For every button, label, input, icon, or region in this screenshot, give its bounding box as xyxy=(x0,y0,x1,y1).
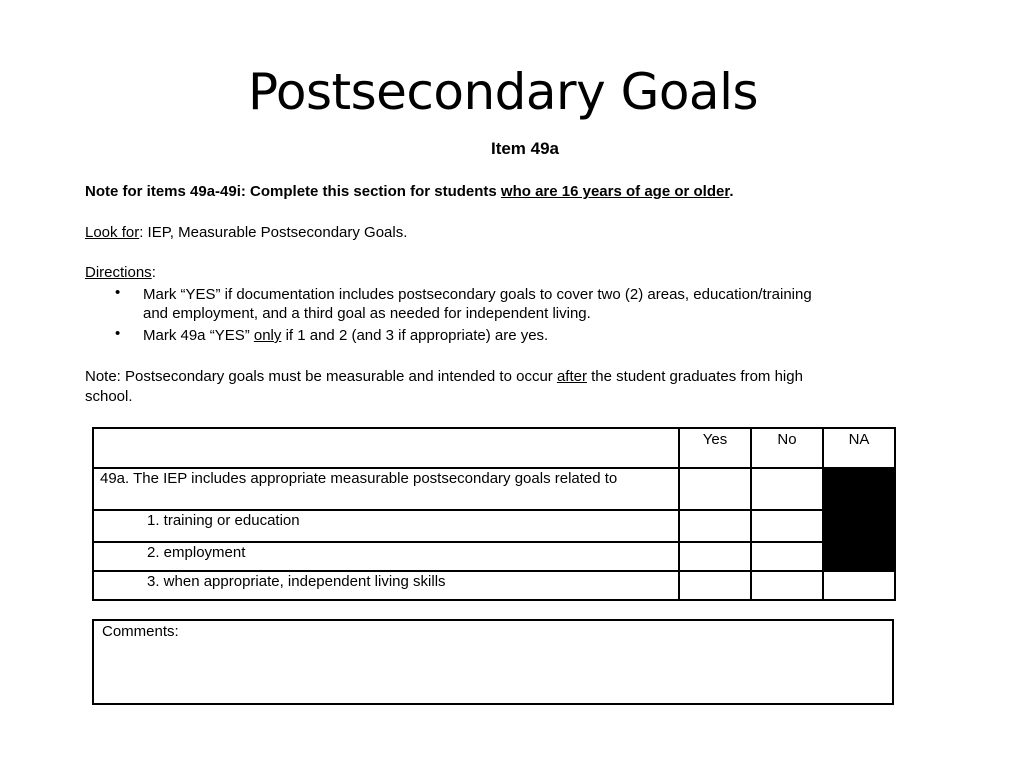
no-checkbox-cell[interactable] xyxy=(751,571,823,600)
row-label-cell xyxy=(93,542,679,571)
look-for-line xyxy=(85,224,407,242)
note2-line-1 xyxy=(85,368,803,386)
note-items-suffix: . xyxy=(729,183,734,200)
bullet-2-underlined: only xyxy=(253,327,282,344)
table-row xyxy=(93,468,895,510)
goals-table xyxy=(92,427,896,601)
na-shaded-cell xyxy=(823,510,895,542)
row-label-cell xyxy=(93,510,679,542)
note-items-underlined: who are 16 years of age or older xyxy=(500,183,730,200)
note2-suffix: the student graduates from high xyxy=(586,368,803,385)
row-label: 3. when appropriate, independent living skills xyxy=(147,573,446,590)
comments-label: Comments: xyxy=(102,623,179,640)
row-label: 49a. The IEP includes appropriate measurable postsecondary goals related to xyxy=(93,468,679,510)
row-label-cell xyxy=(93,571,679,600)
directions-colon: : xyxy=(151,264,156,281)
note2-underlined: after xyxy=(556,368,587,385)
bullet-1-line-2: and employment, and a third goal as needed for independent living. xyxy=(143,305,591,322)
note2-prefix: Note: Postsecondary goals must be measurable and intended to occur xyxy=(85,368,557,385)
slide-title: Postsecondary Goals xyxy=(247,63,759,121)
na-shaded-cell xyxy=(823,542,895,571)
yes-checkbox-cell[interactable] xyxy=(679,510,751,542)
bullet-2-dot: • xyxy=(115,325,121,342)
bullet-2-prefix: Mark 49a “YES” xyxy=(143,327,254,344)
table-row xyxy=(93,510,895,542)
note-items-prefix: Note for items 49a-49i: Complete this section for students xyxy=(85,183,501,200)
table-row xyxy=(93,542,895,571)
table-header-row xyxy=(93,428,895,468)
header-yes: Yes xyxy=(679,428,751,468)
bullet-2-suffix: if 1 and 2 (and 3 if appropriate) are yes. xyxy=(281,327,549,344)
no-checkbox-cell[interactable] xyxy=(751,510,823,542)
directions-heading xyxy=(85,264,156,282)
header-no: No xyxy=(751,428,823,468)
note-items-line xyxy=(85,183,734,201)
bullet-1-dot: • xyxy=(115,284,121,301)
bullet-2-line xyxy=(143,327,548,345)
item-heading: Item 49a xyxy=(490,139,560,158)
na-checkbox-cell[interactable] xyxy=(823,571,895,600)
look-for-label: Look for xyxy=(85,224,140,241)
comments-box[interactable] xyxy=(92,619,894,705)
yes-checkbox-cell[interactable] xyxy=(679,542,751,571)
directions-label: Directions xyxy=(85,264,152,281)
no-checkbox-cell[interactable] xyxy=(751,468,823,510)
look-for-text: : IEP, Measurable Postsecondary Goals. xyxy=(139,224,408,241)
yes-checkbox-cell[interactable] xyxy=(679,571,751,600)
yes-checkbox-cell[interactable] xyxy=(679,468,751,510)
row-label: 2. employment xyxy=(147,544,246,561)
row-label: 1. training or education xyxy=(147,512,300,529)
header-blank xyxy=(93,428,679,468)
na-shaded-cell xyxy=(823,468,895,510)
header-na: NA xyxy=(823,428,895,468)
no-checkbox-cell[interactable] xyxy=(751,542,823,571)
table-row xyxy=(93,571,895,600)
bullet-1-line-1: Mark “YES” if documentation includes postsecondary goals to cover two (2) areas, education/training xyxy=(143,286,812,303)
note2-line-2: school. xyxy=(85,388,133,405)
